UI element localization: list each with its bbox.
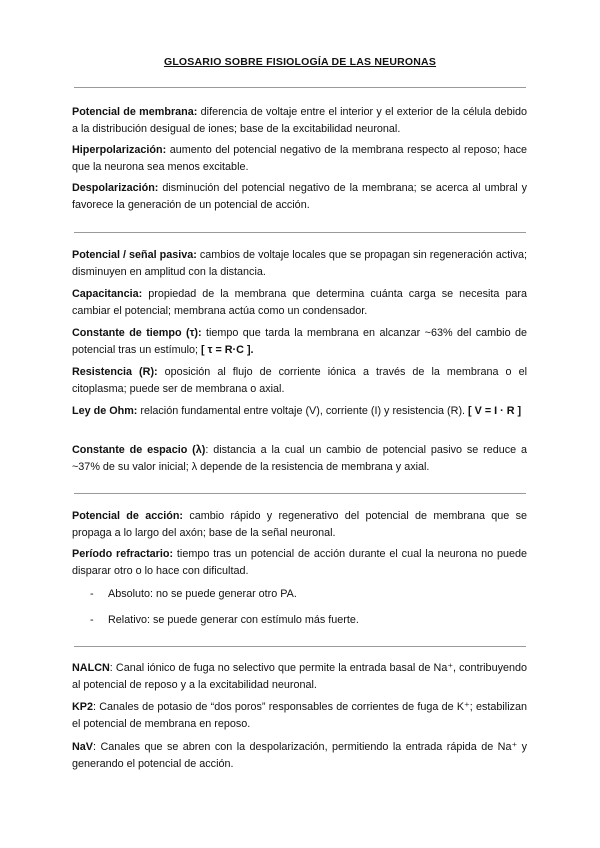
glossary-entry-potencial-accion: [72, 508, 527, 542]
glossary-term: Constante de tiempo (τ):: [72, 327, 202, 339]
glossary-entry-periodo-refractario: [72, 546, 527, 580]
section-divider: [74, 232, 526, 233]
document-title: GLOSARIO SOBRE FISIOLOGÍA DE LAS NEURONAS: [163, 56, 437, 68]
glossary-definition: disminución del potencial negativo de la membrana; se acerca al umbral y favorece la generación de un potencial de acción.: [72, 182, 527, 211]
glossary-definition: relación fundamental entre voltaje (V), corriente (I) y resistencia (R).: [137, 405, 469, 417]
glossary-definition: tiempo que tarda la membrana en alcanzar ~63% del cambio de potencial tras un estímulo;: [72, 327, 527, 356]
glossary-term: Hiperpolarización:: [72, 144, 167, 156]
glossary-term: Potencial / señal pasiva:: [72, 249, 197, 261]
glossary-term: Capacitancia:: [72, 288, 143, 300]
glossary-entry-constante-tiempo: [72, 325, 527, 359]
glossary-definition: : Canal iónico de fuga no selectivo que permite la entrada basal de Na⁺, contribuyendo al potencial de reposo y a la excitabilidad neuronal.: [72, 662, 527, 691]
glossary-definition: : Canales de potasio de “dos poros” responsables de corrientes de fuga de K⁺; estabilizan el potencial de membrana en reposo.: [72, 701, 527, 730]
glossary-term: Ley de Ohm:: [72, 405, 138, 417]
glossary-definition: cambio rápido y regenerativo del potencial de membrana que se propaga a lo largo del axón; base de la señal neuronal.: [72, 510, 527, 539]
glossary-entry-ley-ohm: [72, 403, 527, 420]
glossary-definition: : distancia a la cual un cambio de potencial pasivo se reduce a ~37% de su valor inicial; λ depende de la resistencia de membrana y axial.: [72, 444, 528, 473]
glossary-definition: cambios de voltaje locales que se propagan sin regeneración activa; disminuyen en amplitud con la distancia.: [72, 249, 527, 278]
glossary-term: Despolarización:: [72, 182, 159, 194]
glossary-entry-hiperpolarizacion: [72, 142, 527, 176]
list-item-relativo: [90, 612, 520, 629]
list-item-text: Relativo: se puede generar con estímulo más fuerte.: [108, 614, 359, 626]
list-bullet: -: [90, 588, 94, 600]
glossary-definition: : Canales que se abren con la despolarización, permitiendo la entrada rápida de Na⁺ y generando el potencial de acción.: [72, 741, 527, 770]
glossary-entry-nav: [72, 739, 527, 773]
glossary-term: Resistencia (R):: [72, 366, 158, 378]
glossary-entry-capacitancia: [72, 286, 527, 320]
glossary-term: Potencial de membrana:: [72, 106, 198, 118]
section-divider: [74, 87, 526, 88]
glossary-term: KP2: [72, 701, 94, 713]
glossary-term: NALCN: [72, 662, 110, 674]
glossary-entry-resistencia: [72, 364, 527, 398]
list-item-absoluto: [90, 586, 520, 603]
list-item-text: Absoluto: no se puede generar otro PA.: [108, 588, 297, 600]
glossary-definition: tiempo tras un potencial de acción durante el cual la neurona no puede disparar otro o lo hace con dificultad.: [72, 548, 527, 577]
glossary-entry-despolarizacion: [72, 180, 527, 214]
glossary-definition: diferencia de voltaje entre el interior y el exterior de la célula debido a la distribución desigual de iones; base de la excitabilidad neuronal.: [72, 106, 527, 135]
glossary-entry-nalcn: [72, 660, 527, 694]
glossary-formula: [ V = I · R ]: [468, 405, 522, 417]
glossary-entry-potencial-membrana: [72, 104, 527, 138]
glossary-term: Período refractario:: [72, 548, 174, 560]
glossary-term: NaV: [72, 741, 94, 753]
glossary-entry-constante-espacio: [72, 442, 527, 476]
glossary-term: Constante de espacio (λ): [72, 444, 206, 456]
glossary-definition: propiedad de la membrana que determina cuánta carga se necesita para cambiar el potencial; membrana actúa como un condensador.: [72, 288, 527, 317]
glossary-formula: [ τ = R·C ].: [201, 344, 254, 356]
glossary-definition: oposición al flujo de corriente iónica a través de la membrana o el citoplasma; puede ser de membrana o axial.: [72, 366, 527, 395]
glossary-entry-kp2: [72, 699, 527, 733]
list-bullet: -: [90, 614, 94, 626]
glossary-entry-senal-pasiva: [72, 247, 527, 281]
section-divider: [74, 646, 526, 647]
glossary-term: Potencial de acción:: [72, 510, 184, 522]
glossary-definition: aumento del potencial negativo de la membrana respecto al reposo; hace que la neurona sea menos excitable.: [72, 144, 527, 173]
section-divider: [74, 493, 526, 494]
